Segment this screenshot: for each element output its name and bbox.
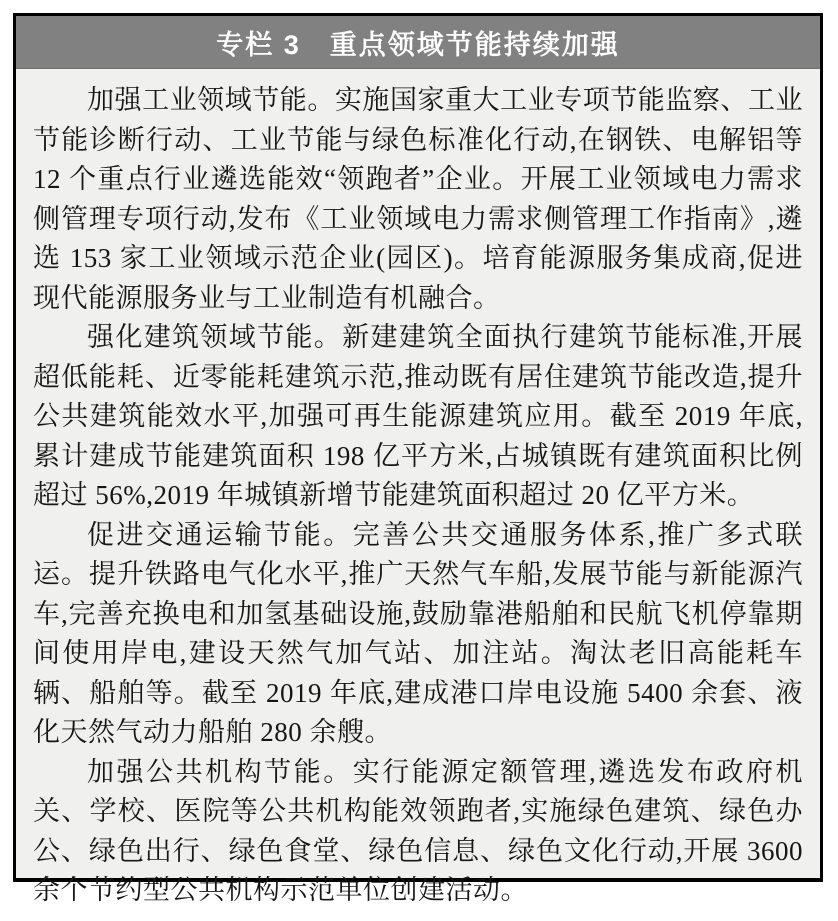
box-header: [16, 16, 820, 69]
paragraph-industry: 加强工业领域节能。实施国家重大工业专项节能监察、工业节能诊断行动、工业节能与绿色标准化行动,在钢铁、电解铝等 12 个重点行业遴选能效“领跑者”企业。开展工业领域电力需求侧管理专项行动,发布《工业领域电力需求侧管理工作指南》,遴选 153 家工业领域示范企业(园区)。培育能源服务集成商,促进现代能源服务业与工业制造有机融合。: [33, 85, 803, 313]
paragraph-transport: 促进交通运输节能。完善公共交通服务体系,推广多式联运。提升铁路电气化水平,推广天然气车船,发展节能与新能源汽车,完善充换电和加氢基础设施,鼓励靠港船舶和民航飞机停靠期间使用岸电,建设天然气加气站、加注站。淘汰老旧高能耗车辆、船舶等。截至 2019 年底,建成港口岸电设施 5400 余套、液化天然气动力船舶 280 余艘。: [33, 519, 803, 747]
column-box: [13, 13, 823, 905]
paragraph-public-institutions: 加强公共机构节能。实行能源定额管理,遴选发布政府机关、学校、医院等公共机构能效领跑者,实施绿色建筑、绿色办公、绿色出行、绿色食堂、绿色信息、绿色文化行动,开展 3600 余个节约型公共机构示范单位创建活动。: [33, 756, 803, 905]
paragraph-buildings: 强化建筑领域节能。新建建筑全面执行建筑节能标准,开展超低能耗、近零能耗建筑示范,推动既有居住建筑节能改造,提升公共建筑能效水平,加强可再生能源建筑应用。截至 2019 年底,累计建成节能建筑面积 198 亿平方米,占城镇既有建筑面积比例超过 56%,2019 年城镇新增节能建筑面积超过 20 亿平方米。: [33, 322, 803, 510]
box-title: 专栏 3 重点领域节能持续加强: [216, 29, 620, 60]
box-body: [16, 69, 820, 921]
